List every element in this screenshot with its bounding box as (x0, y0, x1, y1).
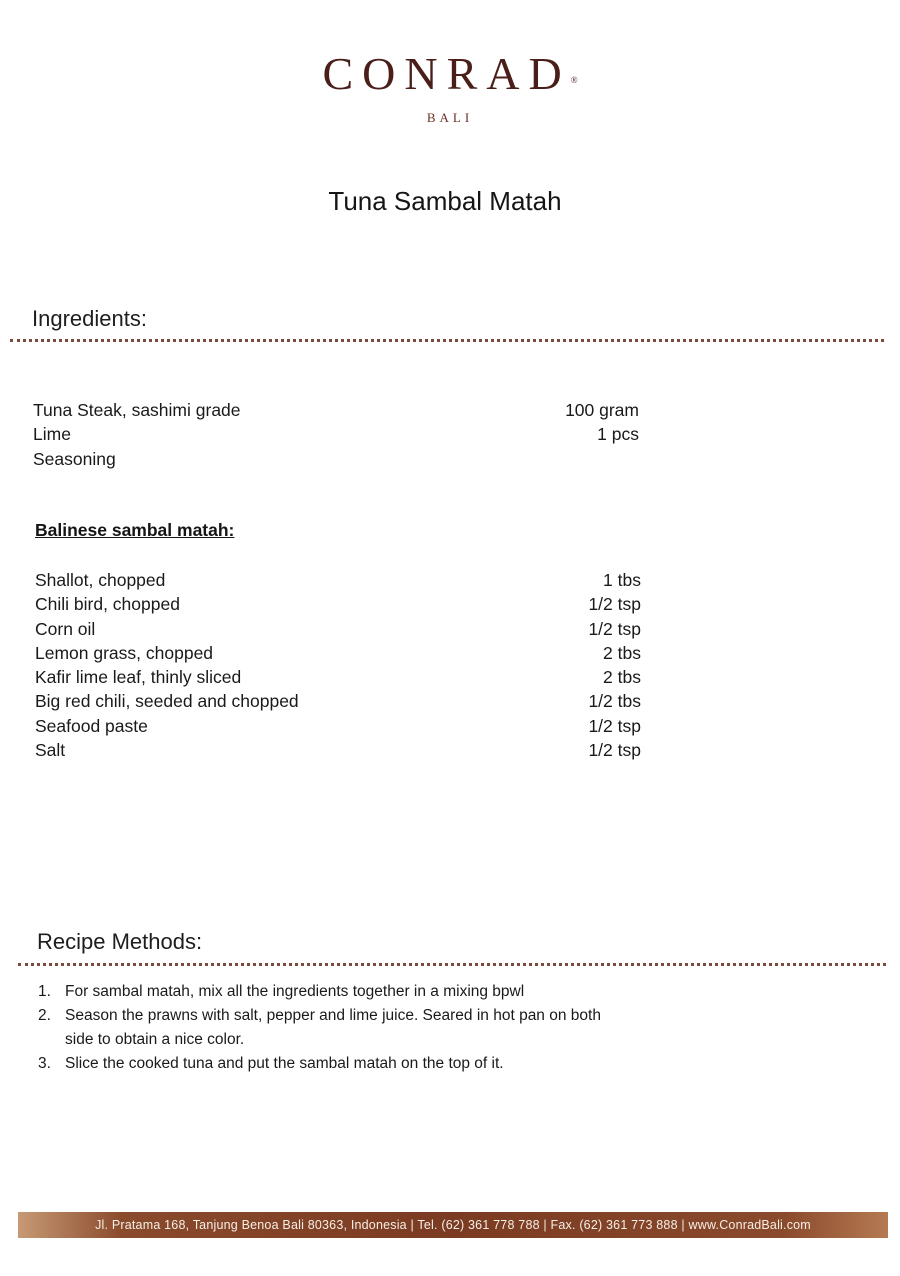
step-number: 1. (38, 983, 51, 1000)
step-text: Slice the cooked tuna and put the sambal matah on the top of it. (65, 1055, 504, 1072)
ingredient-qty: 1 pcs (597, 423, 639, 444)
ingredient-qty: 1/2 tsp (588, 618, 641, 639)
ingredient-row (33, 447, 639, 471)
ingredient-name: Shallot, chopped (35, 569, 166, 590)
ingredient-qty: 1/2 tsp (588, 593, 641, 614)
ingredient-name: Seafood paste (35, 715, 148, 736)
recipe-title: Tuna Sambal Matah (328, 186, 562, 216)
brand-logo (0, 46, 900, 126)
brand-location: BALI (426, 110, 474, 125)
ingredient-name: Salt (35, 739, 66, 760)
ingredient-row (35, 665, 641, 689)
ingredient-name: Lemon grass, chopped (35, 642, 214, 663)
footer-address-bar (18, 1212, 888, 1238)
ingredient-qty: 1/2 tsp (588, 739, 641, 760)
ingredients-divider (10, 339, 884, 342)
method-step (38, 980, 638, 1004)
ingredient-qty: 1 tbs (603, 569, 641, 590)
ingredient-row (35, 592, 641, 616)
method-step (38, 1004, 638, 1052)
ingredient-qty: 1/2 tsp (588, 715, 641, 736)
ingredient-name: Chili bird, chopped (35, 593, 180, 614)
ingredient-row (35, 714, 641, 738)
ingredient-row (33, 422, 639, 446)
step-text: For sambal matah, mix all the ingredients together in a mixing bpwl (65, 983, 525, 1000)
method-steps (38, 980, 638, 1076)
methods-heading: Recipe Methods: (37, 929, 203, 954)
ingredient-name: Tuna Steak, sashimi grade (33, 399, 241, 420)
ingredient-name: Kafir lime leaf, thinly sliced (35, 666, 242, 687)
footer-address: Jl. Pratama 168, Tanjung Benoa Bali 80363, Indonesia | Tel. (62) 361 778 788 | Fax. (62) 361 773 888 | www.ConradBali.com (95, 1218, 811, 1232)
registered-mark: ® (570, 75, 578, 85)
ingredient-qty: 2 tbs (603, 666, 641, 687)
step-text: Season the prawns with salt, pepper and lime juice. Seared in hot pan on both side to obtain a nice color. (65, 1007, 601, 1048)
ingredient-row (35, 738, 641, 762)
ingredient-row (35, 568, 641, 592)
ingredient-row (35, 617, 641, 641)
ingredient-qty: 2 tbs (603, 642, 641, 663)
step-number: 2. (38, 1007, 51, 1024)
ingredient-name: Corn oil (35, 618, 96, 639)
ingredients-heading: Ingredients: (32, 306, 147, 331)
method-step (38, 1052, 638, 1076)
ingredient-row (35, 641, 641, 665)
ingredient-row (35, 689, 641, 713)
methods-divider (18, 963, 886, 966)
ingredient-qty: 1/2 tbs (588, 690, 641, 711)
ingredient-qty: 100 gram (565, 399, 639, 420)
ingredient-row (33, 398, 639, 422)
step-number: 3. (38, 1055, 51, 1072)
sambal-heading: Balinese sambal matah: (35, 520, 235, 540)
ingredient-name: Lime (33, 423, 71, 444)
ingredient-name: Big red chili, seeded and chopped (35, 690, 299, 711)
ingredient-name: Seasoning (33, 448, 116, 469)
brand-name: CONRAD (322, 48, 571, 99)
